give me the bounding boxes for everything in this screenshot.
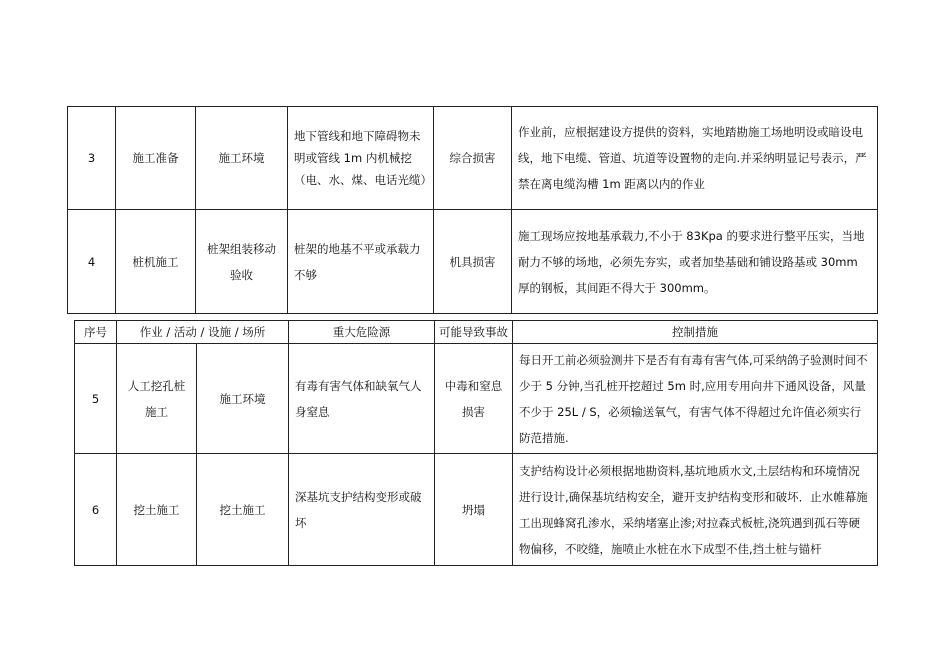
header-hazard: 重大危险源 [289, 321, 435, 344]
accident-cell: 综合损害 [434, 107, 512, 210]
hazard-cell: 桩架的地基不平或承载力不够 [288, 210, 434, 314]
stage-cell: 桩机施工 [116, 210, 196, 314]
hazard-cell: 深基坑支护结构变形或破坏 [289, 454, 435, 566]
header-no: 序号 [75, 321, 117, 344]
table-header-row [75, 321, 878, 344]
accident-cell: 中毒和窒息损害 [435, 344, 513, 454]
measures-cell: 作业前，应根据建设方提供的资料，实地踏勘施工场地明设或暗设电线，地下电缆、管道、坑道等设置物的走向.并采纳明显记号表示，严禁在离电缆沟槽 1m 距离以内的作业 [512, 107, 878, 210]
stage-cell: 挖土施工 [117, 454, 197, 566]
hazard-cell: 地下管线和地下障碍物未明或管线 1m 内机械挖（电、水、煤、电话光缆） [288, 107, 434, 210]
row-number: 6 [75, 454, 117, 566]
activity-cell: 桩架组装移动验收 [196, 210, 288, 314]
header-measures: 控制措施 [513, 321, 878, 344]
accident-cell: 机具损害 [434, 210, 512, 314]
stage-cell: 施工准备 [116, 107, 196, 210]
activity-cell: 挖土施工 [197, 454, 289, 566]
row-number: 4 [68, 210, 116, 314]
row-number: 5 [75, 344, 117, 454]
row-number: 3 [68, 107, 116, 210]
measures-cell: 施工现场应按地基承载力,不小于 83Kpa 的要求进行整平压实，当地耐力不够的场地，必须先夯实，或者加垫基础和铺设路基或 30mm 厚的钢板，其间距不得大于 300mm。 [512, 210, 878, 314]
accident-cell: 坍塌 [435, 454, 513, 566]
table-row [68, 210, 878, 314]
header-accident: 可能导致事故 [435, 321, 513, 344]
stage-cell: 人工挖孔桩施工 [117, 344, 197, 454]
hazard-table-lower [74, 320, 878, 566]
activity-cell: 施工环境 [197, 344, 289, 454]
hazard-table-upper [67, 106, 878, 314]
hazard-cell: 有毒有害气体和缺氧气人身窒息 [289, 344, 435, 454]
table-row [68, 107, 878, 210]
table-row [75, 344, 878, 454]
measures-cell: 支护结构设计必须根据地勘资料,基坑地质水文,土层结构和环境情况进行设计,确保基坑结构安全，避开支护结构变形和破坏．止水帷幕施工出现蜂窝孔渗水，采纳堵塞止渗;对拉森式板桩,浇筑遇到孤石等硬物偏移，不咬缝，施喷止水桩在水下成型不佳,挡土桩与锚杆 [513, 454, 878, 566]
measures-cell: 每日开工前必须验测井下是否有有毒有害气体,可采纳鸽子验测时间不少于 5 分钟,当孔桩开挖超过 5m 时,应用专用向井下通风设备，风量不少于 25L / S，必须输送氧气，有害气体不得超过允许值必须实行防范措施. [513, 344, 878, 454]
activity-cell: 施工环境 [196, 107, 288, 210]
table-row [75, 454, 878, 566]
header-activity: 作业 / 活动 / 设施 / 场所 [117, 321, 289, 344]
